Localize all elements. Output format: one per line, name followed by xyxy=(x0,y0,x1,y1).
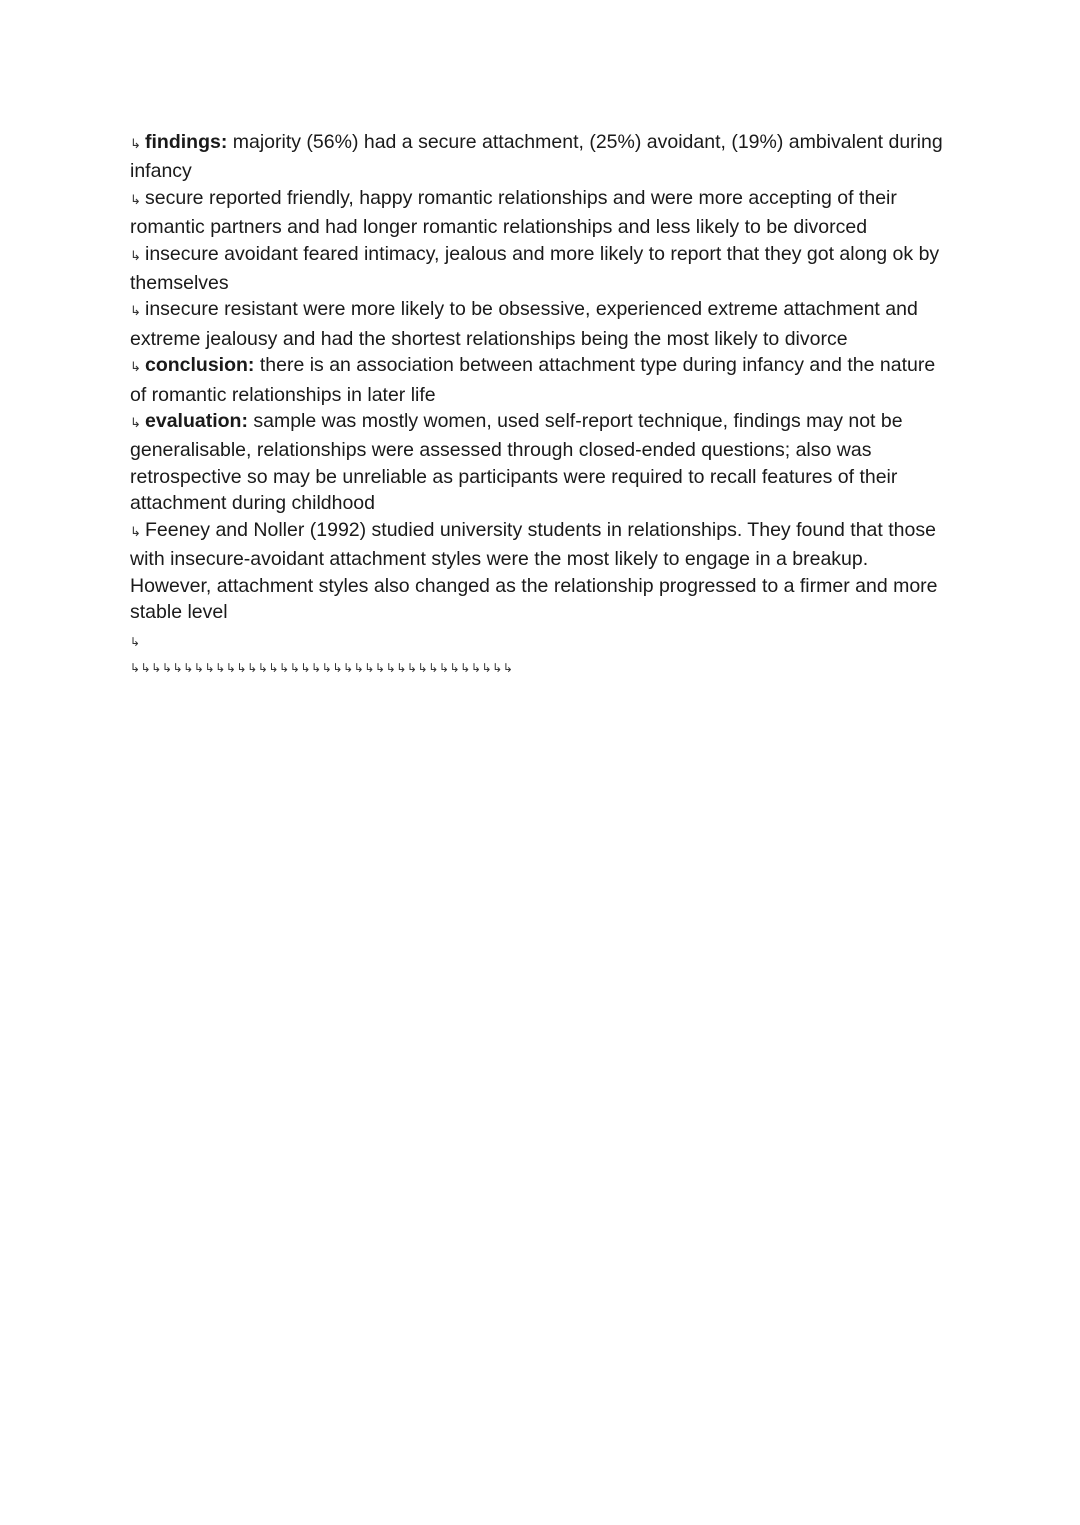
insecure-resistant-paragraph xyxy=(130,296,950,352)
insecure-avoidant-text: insecure avoidant feared intimacy, jealous and more likely to report that they got along ok by themselves xyxy=(130,242,940,295)
secure-text: secure reported friendly, happy romantic relationships and were more accepting of their romantic partners and had longer romantic relationships and less likely to be divorced xyxy=(130,186,897,239)
insecure-avoidant-paragraph xyxy=(130,241,950,297)
evaluation-text: sample was mostly women, used self-report technique, findings may not be generalisable, relationships were assessed through closed-ended questions; also was retrospective so may be unreliable as participants were required to recall features of their attachment during childhood xyxy=(130,410,903,515)
arrow-icon: ↳ xyxy=(130,524,141,540)
secure-paragraph xyxy=(130,185,950,241)
notes-body xyxy=(130,129,950,681)
insecure-resistant-text: insecure resistant were more likely to be obsessive, experienced extreme attachment and extreme jealousy and had the shortest relationships being the most likely to divorce xyxy=(130,298,918,350)
findings-text: majority (56%) had a secure attachment, (25%) avoidant, (19%) ambivalent during infancy xyxy=(130,131,943,183)
arrow-icon: ↳ xyxy=(130,304,141,320)
single-arrow-line: ↳ xyxy=(130,635,141,650)
evaluation-label: evaluation: xyxy=(145,410,248,433)
arrow-row-line: ↳↳↳↳↳↳↳↳↳↳↳↳↳↳↳↳↳↳↳↳↳↳↳↳↳↳↳↳↳↳↳↳↳↳↳↳ xyxy=(130,661,514,676)
arrow-icon: ↳ xyxy=(130,416,141,432)
arrow-icon: ↳ xyxy=(130,360,141,376)
evaluation-paragraph xyxy=(130,408,950,517)
findings-label: findings: xyxy=(145,131,228,153)
conclusion-label: conclusion: xyxy=(145,354,255,377)
feeney-noller-paragraph xyxy=(130,517,950,626)
conclusion-paragraph xyxy=(130,352,950,408)
feeney-noller-text: Feeney and Noller (1992) studied university students in relationships. They found that those with insecure-avoidant attachment styles were the most likely to engage in a breakup. However, attachment styles also changed as the relationship progressed to a firmer and more stable level xyxy=(130,518,938,623)
arrow-icon: ↳ xyxy=(130,192,141,208)
arrow-icon: ↳ xyxy=(130,248,141,264)
findings-paragraph xyxy=(130,129,950,185)
arrow-icon: ↳ xyxy=(130,137,141,152)
conclusion-text: there is an association between attachment type during infancy and the nature of romantic relationships in later life xyxy=(130,354,936,406)
